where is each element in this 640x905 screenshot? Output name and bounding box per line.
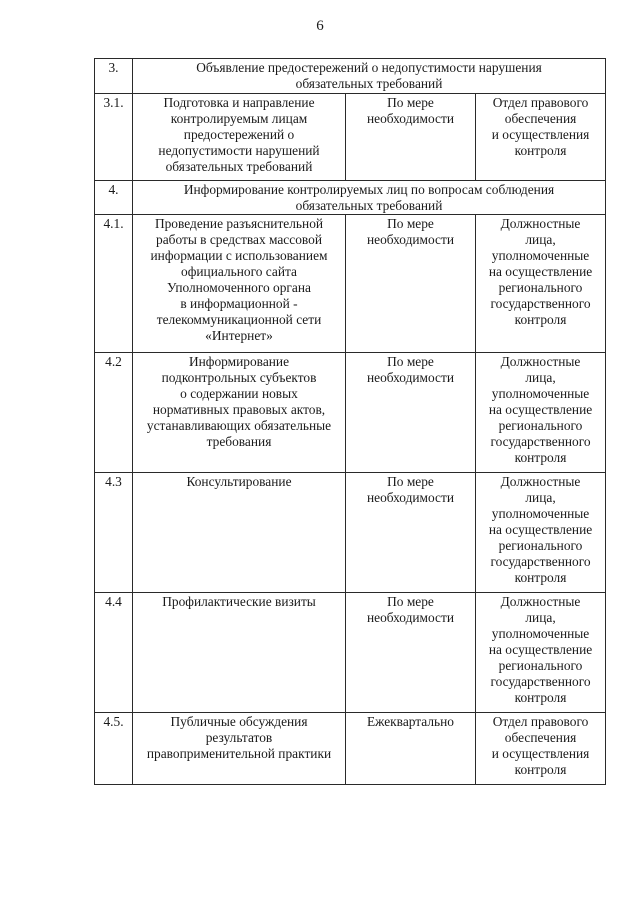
page-number: 6: [316, 18, 324, 34]
item-number: 4.5.: [95, 713, 133, 785]
section-number: 3.: [95, 59, 133, 94]
item-number: 4.3: [95, 473, 133, 593]
responsible-cell: Должностные лица, уполномоченные на осуществление регионального государственного контроля: [476, 353, 606, 473]
activity-cell: Публичные обсуждения результатов правоприменительной практики: [133, 713, 346, 785]
item-number: 4.4: [95, 593, 133, 713]
section-row-3: [95, 59, 606, 94]
table-row-4-3: [95, 473, 606, 593]
term-cell: По мере необходимости: [346, 94, 476, 181]
table-row-4-4: [95, 593, 606, 713]
activity-cell: Проведение разъяснительной работы в средствах массовой информации с использованием официального сайта Уполномоченного органа в информационной - телекоммуникационной сети «Интернет»: [133, 215, 346, 353]
section-title: Объявление предостережений о недопустимости нарушения обязательных требований: [133, 59, 606, 94]
table-row-4-1: [95, 215, 606, 353]
term-cell: Ежеквартально: [346, 713, 476, 785]
responsible-cell: Отдел правового обеспечения и осуществления контроля: [476, 94, 606, 181]
activity-cell: Информирование подконтрольных субъектов о содержании новых нормативных правовых актов, устанавливающих обязательные требования: [133, 353, 346, 473]
responsible-cell: Должностные лица, уполномоченные на осуществление регионального государственного контроля: [476, 593, 606, 713]
responsible-cell: Должностные лица, уполномоченные на осуществление регионального государственного контроля: [476, 215, 606, 353]
term-cell: По мере необходимости: [346, 215, 476, 353]
section-row-4: [95, 181, 606, 215]
activity-cell: Профилактические визиты: [133, 593, 346, 713]
table-row-4-5: [95, 713, 606, 785]
table-row-4-2: [95, 353, 606, 473]
responsible-cell: Отдел правового обеспечения и осуществления контроля: [476, 713, 606, 785]
term-cell: По мере необходимости: [346, 353, 476, 473]
item-number: 4.2: [95, 353, 133, 473]
section-number: 4.: [95, 181, 133, 215]
activity-cell: Подготовка и направление контролируемым лицам предостережений о недопустимости нарушений обязательных требований: [133, 94, 346, 181]
table-row-3-1: [95, 94, 606, 181]
term-cell: По мере необходимости: [346, 593, 476, 713]
item-number: 3.1.: [95, 94, 133, 181]
term-cell: По мере необходимости: [346, 473, 476, 593]
section-title: Информирование контролируемых лиц по вопросам соблюдения обязательных требований: [133, 181, 606, 215]
item-number: 4.1.: [95, 215, 133, 353]
activity-cell: Консультирование: [133, 473, 346, 593]
responsible-cell: Должностные лица, уполномоченные на осуществление регионального государственного контроля: [476, 473, 606, 593]
measures-table: [94, 58, 606, 785]
